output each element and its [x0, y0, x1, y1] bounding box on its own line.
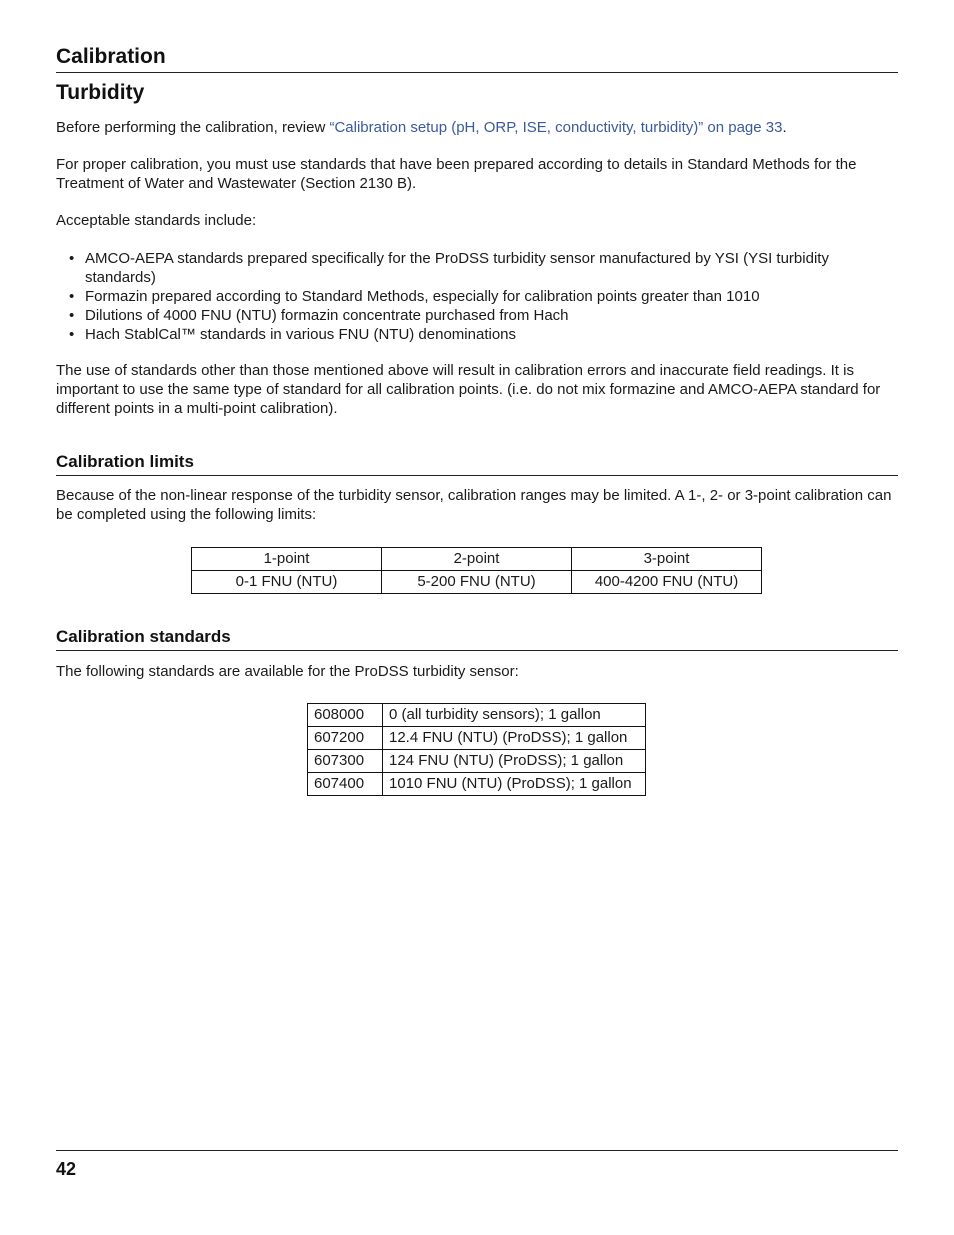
list-item-text: AMCO-AEPA standards prepared specifically for the ProDSS turbidity sensor manufactured by YSI (YSI turbidity standards) [85, 250, 829, 286]
bullet-icon: • [69, 288, 75, 305]
intro-period: . [782, 119, 787, 136]
calibration-limits-header [56, 451, 898, 476]
intro-paragraph [56, 118, 898, 137]
calibration-setup-link[interactable]: “Calibration setup (pH, ORP, ISE, conductivity, turbidity)” on page 33 [329, 119, 783, 136]
list-item [56, 325, 898, 344]
description-cell: 124 FNU (NTU) (ProDSS); 1 gallon [383, 750, 646, 773]
standards-bullet-list [56, 249, 898, 344]
list-item-text: Hach StablCal™ standards in various FNU (NTU) denominations [85, 326, 517, 343]
bullet-icon: • [69, 326, 75, 343]
list-item-text: Formazin prepared according to Standard Methods, especially for calibration points greater than 1010 [85, 288, 760, 305]
part-number-cell: 608000 [308, 704, 383, 727]
warning-paragraph: The use of standards other than those mentioned above will result in calibration errors and inaccurate field readings. It is important to use the same type of standard for all calibration points. (i.e. do not mix formazine and AMCO-AEPA standard for different points in a multi-point calibration). [56, 362, 881, 417]
proper-calibration-paragraph: For proper calibration, you must use standards that have been prepared according to details in Standard Methods for the Treatment of Water and Wastewater (Section 2130 B). [56, 156, 857, 192]
part-number-cell: 607400 [308, 773, 383, 796]
list-item [56, 287, 898, 306]
description-cell: 0 (all turbidity sensors); 1 gallon [383, 704, 646, 727]
page-number: 42 [56, 1159, 77, 1179]
acceptable-standards-paragraph: Acceptable standards include: [56, 212, 257, 229]
document-page [56, 0, 898, 1235]
part-number-cell: 607200 [308, 727, 383, 750]
calibration-standards-heading: Calibration standards [56, 627, 231, 646]
table-cell: 0-1 FNU (NTU) [192, 571, 382, 594]
bullet-icon: • [69, 307, 75, 324]
description-cell: 1010 FNU (NTU) (ProDSS); 1 gallon [383, 773, 646, 796]
part-number-cell: 607300 [308, 750, 383, 773]
table-row [308, 773, 646, 796]
page-title: Turbidity [56, 81, 145, 104]
list-item [56, 249, 898, 287]
calibration-standards-header [56, 626, 898, 651]
table-cell: 400-4200 FNU (NTU) [572, 571, 762, 594]
table-header-row [192, 548, 762, 571]
table-row [308, 727, 646, 750]
limits-paragraph: Because of the non-linear response of the turbidity sensor, calibration ranges may be limited. A 1-, 2- or 3-point calibration can be completed using the following limits: [56, 487, 892, 523]
table-header-cell: 1-point [192, 548, 382, 571]
list-item [56, 306, 898, 325]
calibration-standards-table [307, 703, 646, 796]
standards-paragraph: The following standards are available for the ProDSS turbidity sensor: [56, 663, 519, 680]
table-header-cell: 2-point [382, 548, 572, 571]
bullet-icon: • [69, 250, 75, 267]
table-header-cell: 3-point [572, 548, 762, 571]
section-header [56, 44, 898, 73]
table-row [308, 750, 646, 773]
table-cell: 5-200 FNU (NTU) [382, 571, 572, 594]
table-row [308, 704, 646, 727]
calibration-limits-table [191, 547, 762, 594]
footer-divider [56, 1150, 898, 1151]
list-item-text: Dilutions of 4000 FNU (NTU) formazin concentrate purchased from Hach [85, 307, 569, 324]
section-title: Calibration [56, 45, 166, 68]
calibration-limits-heading: Calibration limits [56, 452, 194, 471]
description-cell: 12.4 FNU (NTU) (ProDSS); 1 gallon [383, 727, 646, 750]
intro-text: Before performing the calibration, review [56, 119, 330, 136]
table-row [192, 571, 762, 594]
